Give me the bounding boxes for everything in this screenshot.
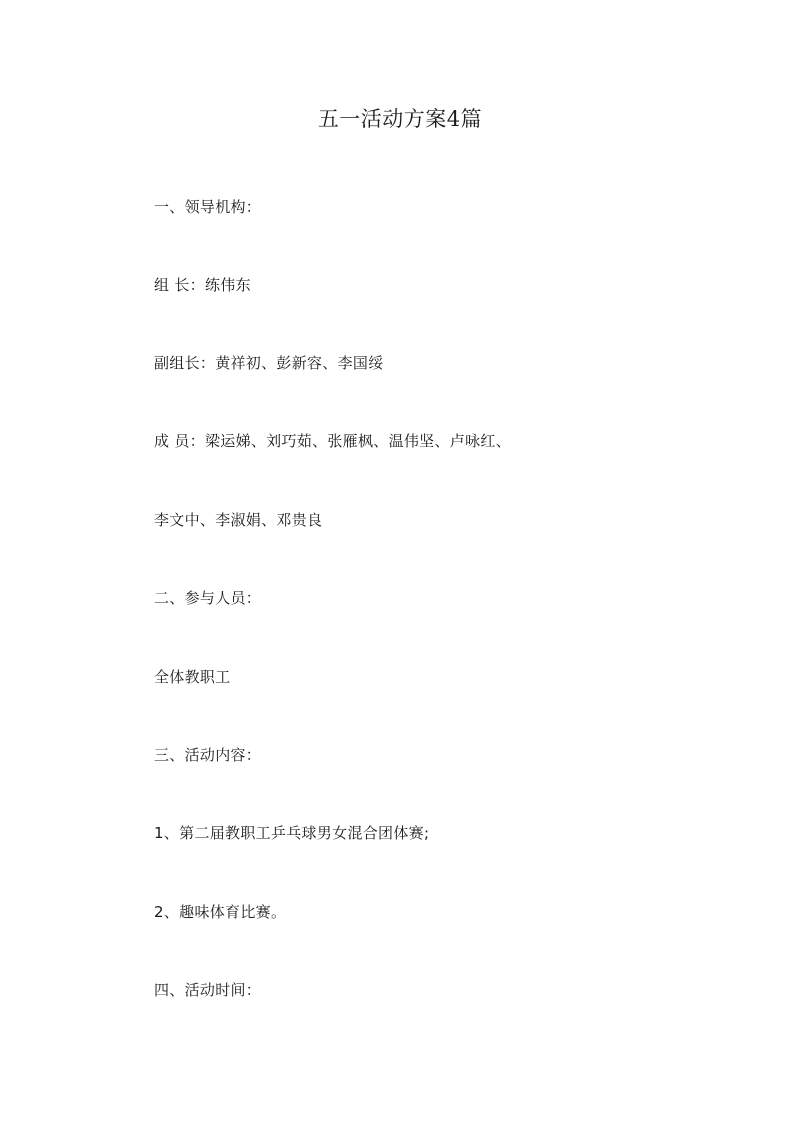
section-heading-activities: 三、活动内容：: [154, 746, 262, 764]
members-line: 成 员：梁运娣、刘巧茹、张雁枫、温伟坚、卢咏红、: [154, 432, 511, 450]
activity-item-1: 1、第二届教职工乒乓球男女混合团体赛;: [154, 824, 430, 842]
participants-line: 全体教职工: [154, 668, 231, 686]
section-heading-leadership: 一、领导机构：: [154, 198, 262, 216]
team-leader-line: 组 长：练伟东: [154, 276, 251, 294]
members-line-continued: 李文中、李淑娟、邓贵良: [154, 511, 323, 529]
section-heading-time: 四、活动时间：: [154, 981, 262, 999]
activity-item-2: 2、趣味体育比赛。: [154, 903, 287, 921]
deputy-leader-line: 副组长：黄祥初、彭新容、李国绥: [154, 354, 384, 372]
document-title: 五一活动方案4篇: [317, 107, 483, 131]
section-heading-participants: 二、参与人员：: [154, 589, 262, 607]
